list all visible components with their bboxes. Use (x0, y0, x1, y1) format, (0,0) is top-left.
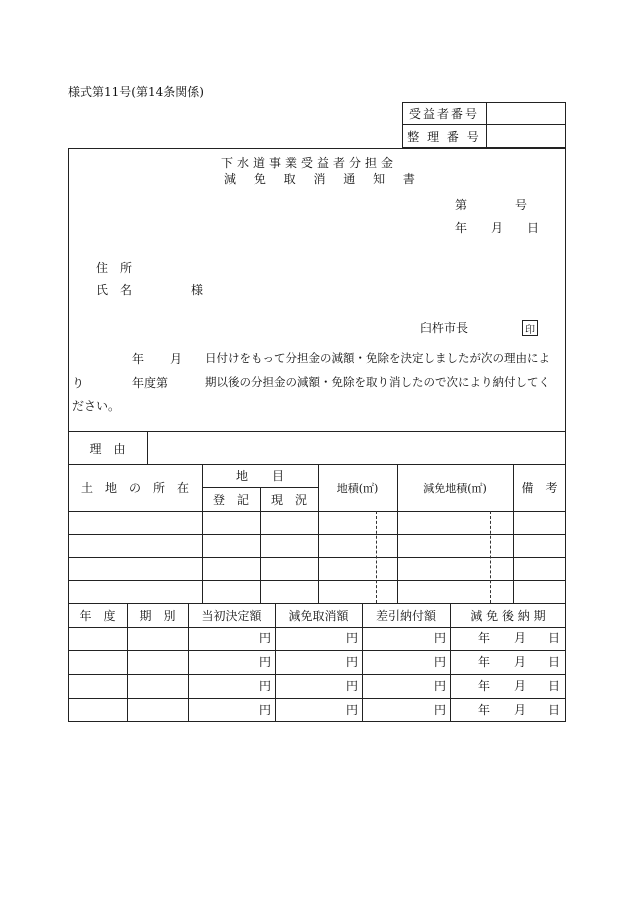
issuer-title: 臼杵市長 (420, 321, 469, 335)
registry-header: 登 記 (212, 492, 249, 507)
month-unit: 月 (514, 631, 527, 645)
yen-unit: 円 (434, 679, 447, 693)
yen-unit: 円 (346, 703, 359, 717)
due-date-header: 減 免 後 納 期 (470, 608, 546, 623)
year-unit: 年 (478, 679, 491, 693)
document-number: 第 号 (455, 198, 528, 212)
beneficiary-number-label: 受益者番号 (408, 106, 479, 121)
body-fiscal-year: 年度第 (132, 376, 169, 390)
body-text-line1: 日付けをもって分担金の減額・免除を決定しましたが次の理由によ (205, 351, 550, 365)
form-number: 様式第11号(第14条関係) (68, 85, 204, 99)
fiscal-year-header: 年 度 (79, 608, 116, 623)
reason-label: 理 由 (89, 441, 126, 456)
name-label: 氏 名 (96, 283, 133, 297)
reference-number-field[interactable] (487, 125, 565, 147)
body-text-line2-start: り (72, 376, 85, 390)
address-label: 住 所 (96, 261, 133, 275)
seal-mark: 印 (522, 320, 538, 336)
document-date: 年 月 日 (455, 221, 540, 235)
term-header: 期 別 (139, 608, 176, 623)
month-unit: 月 (514, 703, 527, 717)
yen-unit: 円 (259, 655, 272, 669)
honorific-sama: 様 (191, 283, 204, 297)
yen-unit: 円 (434, 703, 447, 717)
yen-unit: 円 (259, 631, 272, 645)
initial-amount-header: 当初決定額 (201, 608, 262, 623)
body-text-line2: 期以後の分担金の減額・免除を取り消したので次により納付してく (205, 375, 550, 389)
reason-field[interactable] (148, 432, 565, 464)
year-unit: 年 (478, 703, 491, 717)
reference-number-label: 整 理 番 号 (407, 129, 481, 144)
land-category-header: 地 目 (235, 469, 284, 483)
yen-unit: 円 (434, 655, 447, 669)
year-unit: 年 (478, 631, 491, 645)
yen-unit: 円 (259, 679, 272, 693)
day-unit: 日 (548, 703, 561, 717)
yen-unit: 円 (346, 679, 359, 693)
body-year-1: 年 (132, 352, 145, 366)
day-unit: 日 (548, 655, 561, 669)
document-title-line2: 減 免 取 消 通 知 書 (224, 172, 422, 186)
month-unit: 月 (514, 679, 527, 693)
yen-unit: 円 (434, 631, 447, 645)
cancelled-amount-header: 減免取消額 (288, 608, 349, 623)
yen-unit: 円 (346, 655, 359, 669)
remarks-header: 備 考 (521, 481, 558, 495)
body-text-line3: ださい。 (72, 399, 121, 413)
exempt-area-header: 減免地積(㎡) (423, 481, 487, 495)
year-unit: 年 (478, 655, 491, 669)
document-title-line1: 下水道事業受益者分担金 (221, 156, 398, 170)
land-location-header: 土 地 の 所 在 (80, 481, 189, 495)
current-status-header: 現 況 (270, 492, 307, 507)
yen-unit: 円 (259, 703, 272, 717)
yen-unit: 円 (346, 631, 359, 645)
day-unit: 日 (548, 631, 561, 645)
body-month-1: 月 (170, 352, 183, 366)
area-header: 地積(㎡) (336, 481, 379, 495)
net-payment-header: 差引納付額 (375, 608, 436, 623)
month-unit: 月 (514, 655, 527, 669)
day-unit: 日 (548, 679, 561, 693)
beneficiary-number-field[interactable] (487, 102, 565, 124)
